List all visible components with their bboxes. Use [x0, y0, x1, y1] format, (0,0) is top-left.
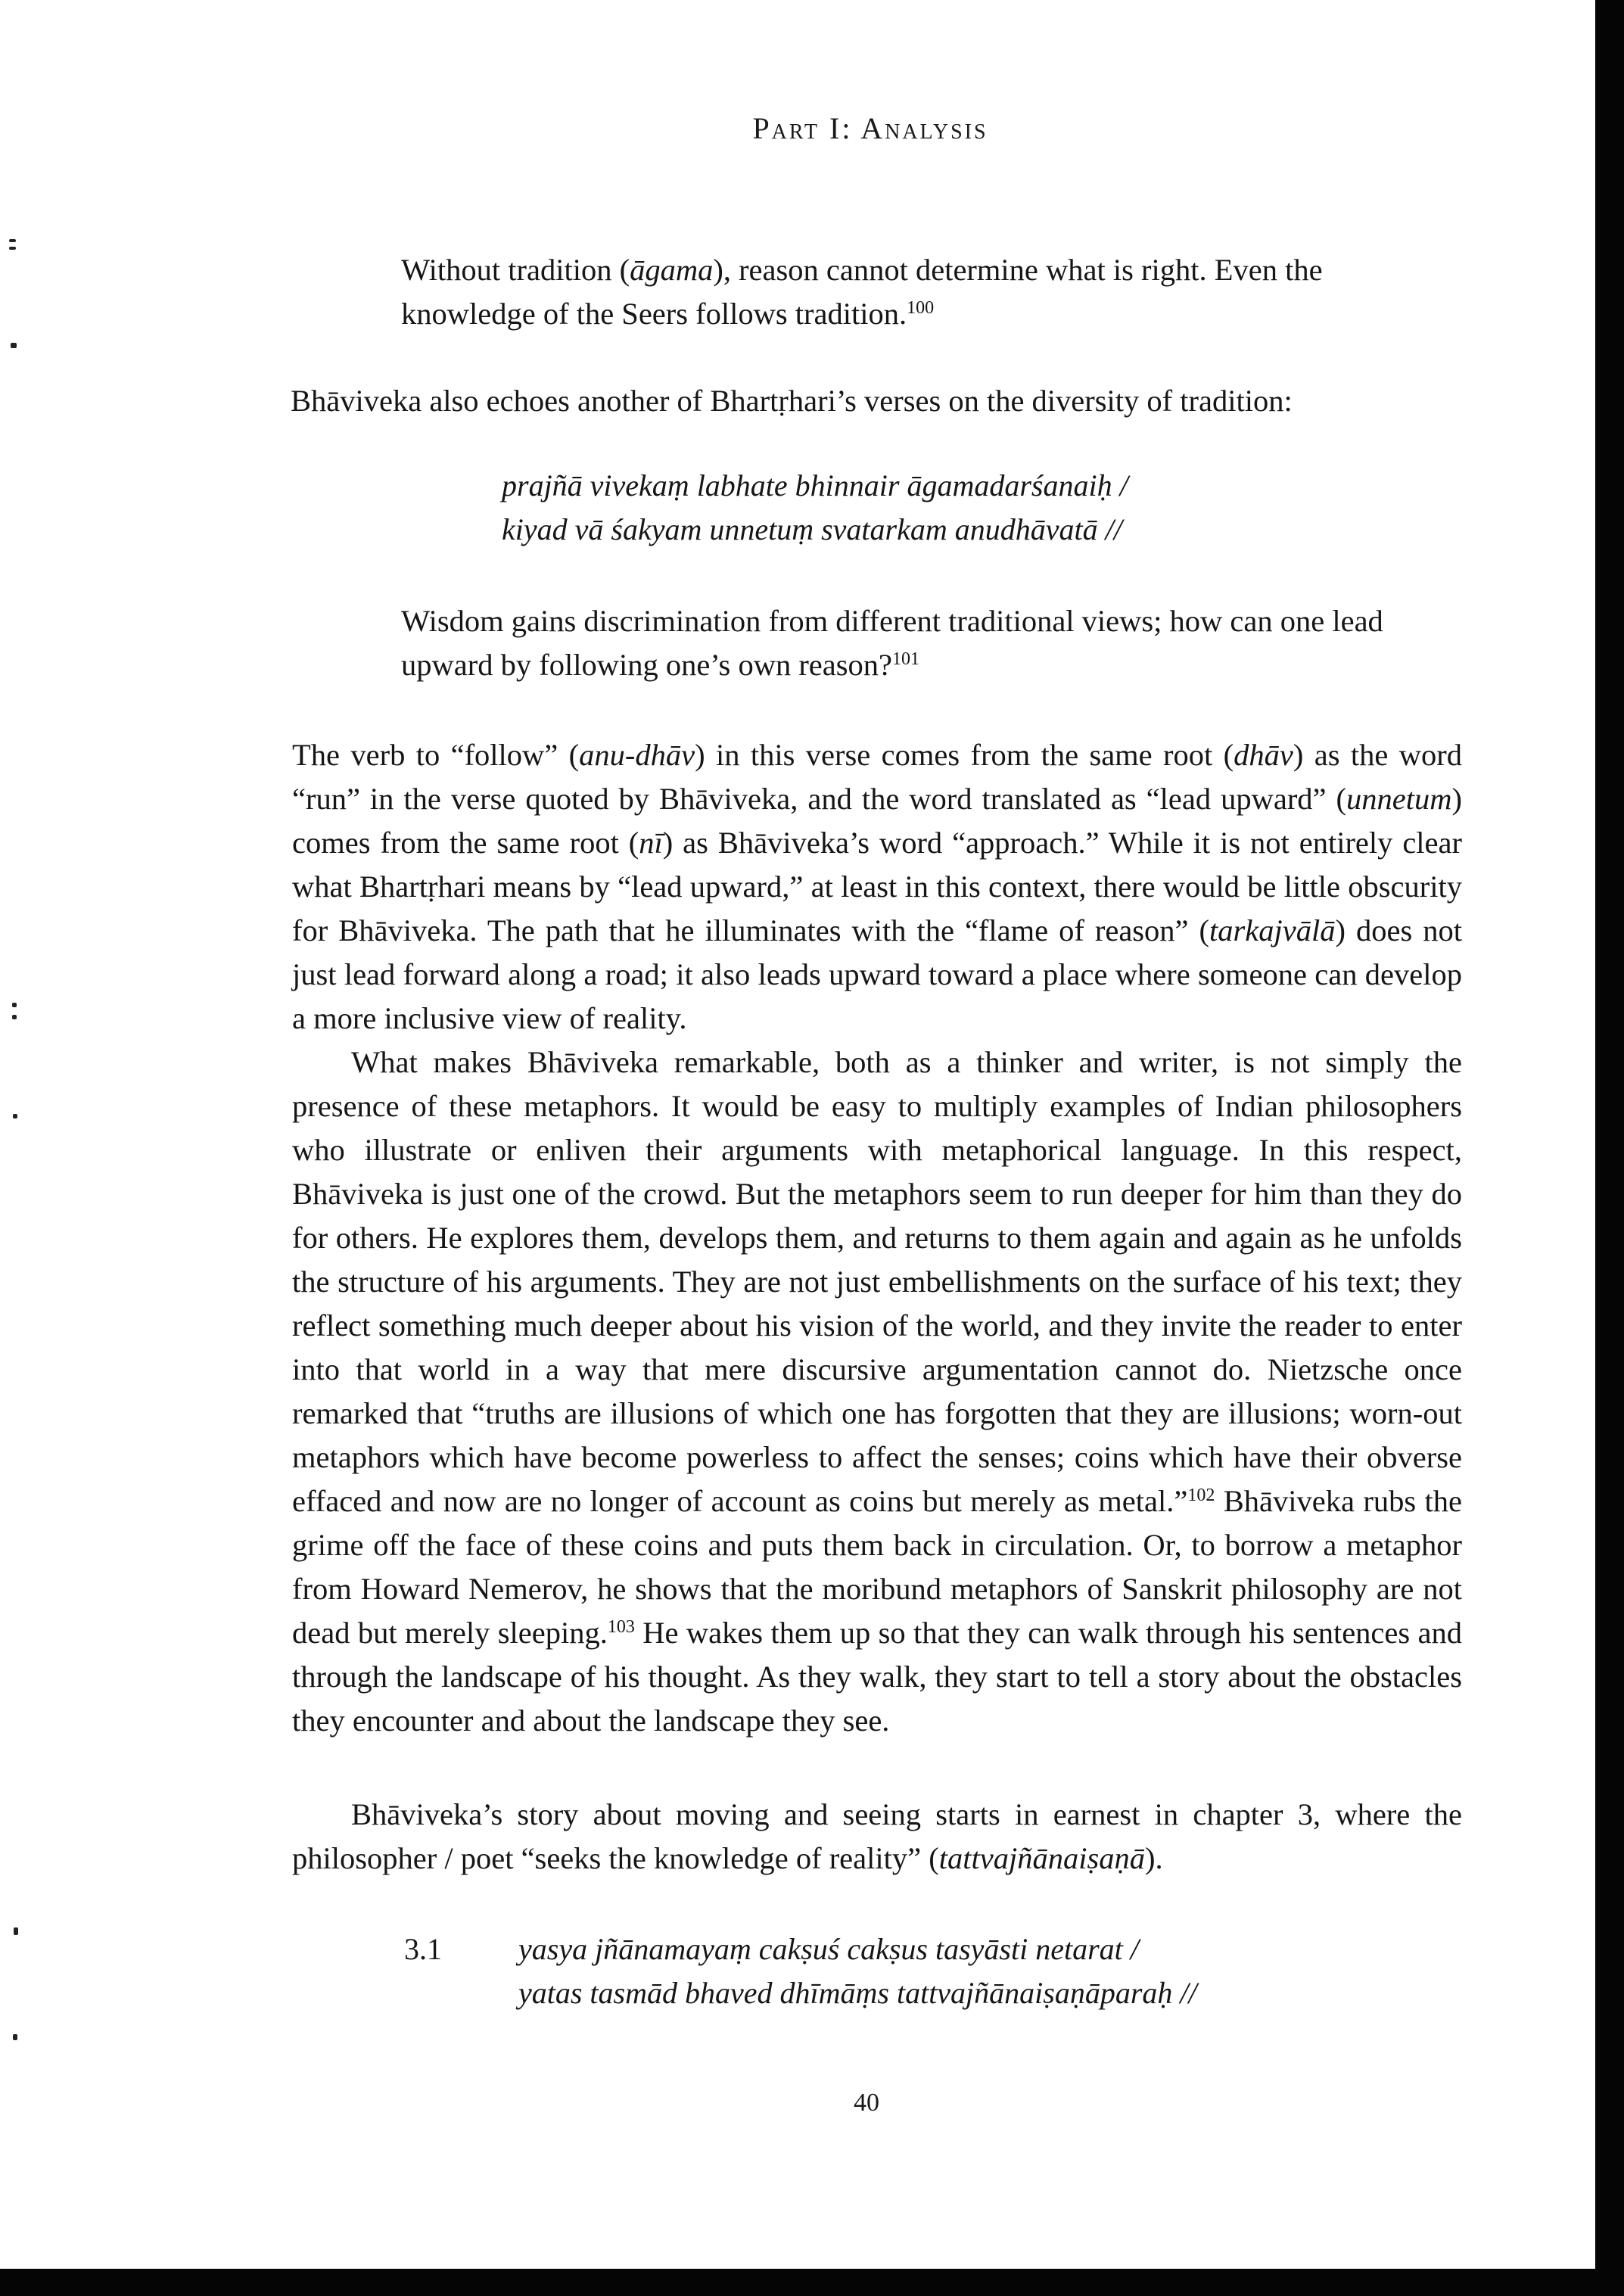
scan-mark	[13, 1114, 17, 1118]
scan-border-bottom	[0, 2269, 1624, 2296]
footnote-ref: 103	[607, 1617, 635, 1637]
quote-text: Wisdom gains discrimination from different traditional views; how can one lead upward by following one’s own reason?	[401, 604, 1383, 682]
verse-line: yasya jñānamayaṃ cakṣuś cakṣus tasyāsti netarat /	[518, 1932, 1139, 1966]
sanskrit-verse	[502, 464, 1410, 552]
scan-border-right	[1595, 0, 1624, 2296]
page-number: 40	[854, 2089, 879, 2117]
quote-term: āgama	[630, 253, 714, 287]
para-text: ) in this verse comes from the same root (	[695, 738, 1234, 772]
scan-mark	[13, 2034, 17, 2040]
para-text: ) comes from the same root (	[292, 782, 1462, 860]
para-text: Bhāviveka’s story about moving and seeing starts in earnest in chapter 3, where the philosopher / poet “seeks the knowledge of reality” (	[292, 1797, 1462, 1875]
verse-line: prajñā vivekaṃ labhate bhinnair āgamadarśanaiḥ /	[502, 468, 1128, 502]
footnote-ref: 100	[907, 298, 935, 318]
verse-line: kiyad vā śakyam unnetuṃ svatarkam anudhāvatā //	[502, 512, 1122, 546]
scan-mark	[9, 247, 16, 250]
para-term: dhāv	[1234, 738, 1293, 772]
scan-mark	[14, 1927, 18, 1935]
para-term: tarkajvālā	[1209, 913, 1336, 947]
quote-text: ), reason cannot determine what is right. Even the knowledge of the Seers follows tradition.	[401, 253, 1323, 331]
running-head: Part I: Analysis	[752, 111, 988, 145]
footnote-ref: 102	[1187, 1486, 1215, 1505]
scan-mark	[11, 343, 17, 348]
footnote-ref: 101	[892, 649, 919, 669]
para-text: He wakes them up so that they can walk through his sentences and through the landscape of his thought. As they walk, they start to tell a story about the obstacles they encounter and about the landscape they see.	[292, 1616, 1462, 1738]
para-text: What makes Bhāviveka remarkable, both as a thinker and writer, is not simply the presence of these metaphors. It would be easy to multiply examples of Indian philosophers who illustrate or enliven their arguments with metaphorical language. In this respect, Bhāviveka is just one of the crowd. But the metaphors seem to run deeper for him than they do for others. He explores them, develops them, and returns to them again and again as he unfolds the structure of his arguments. They are not just embellishments on the surface of his text; they reflect something much deeper about his vision of the world, and they invite the reader to enter into that world in a way that mere discursive argumentation cannot do. Nietzsche once remarked that “truths are illusions of which one has forgotten that they are illusions; worn-out metaphors which have become powerless to affect the senses; coins which have their obverse effaced and now are no longer of account as coins but merely as metal.”	[292, 1045, 1462, 1518]
verse-line: yatas tasmād bhaved dhīmāṃs tattvajñānaiṣaṇāparaḥ //	[518, 1976, 1197, 2010]
paragraph	[292, 1793, 1462, 1881]
para-text: ).	[1144, 1841, 1163, 1875]
para-text: ) does not just lead forward along a road; it also leads upward toward a place where someone can develop a more inclusive view of reality.	[292, 913, 1462, 1035]
quote-text: Without tradition (	[401, 253, 630, 287]
para-text: ) as the word “run” in the verse quoted by Bhāviveka, and the word translated as “lead upward” (	[292, 738, 1462, 816]
scan-mark	[9, 239, 16, 242]
para-text: ) as Bhāviveka’s word “approach.” While it is not entirely clear what Bhartṛhari means by “lead upward,” at least in this context, there would be little obscurity for Bhāviveka. The path that he illuminates with the “flame of reason” (	[292, 826, 1463, 947]
paragraph	[292, 1041, 1462, 1743]
intro-line: Bhāviveka also echoes another of Bhartṛhari’s verses on the diversity of tradition:	[291, 384, 1293, 418]
verse-number: 3.1	[404, 1932, 442, 1966]
para-term: nī	[639, 826, 663, 860]
block-quote-tradition	[401, 248, 1392, 336]
block-quote-wisdom	[401, 599, 1392, 687]
para-text: Bhāviveka rubs the grime off the face of these coins and puts them back in circulation. Or, to borrow a metaphor from Howard Nemerov, he shows that the moribund metaphors of Sanskrit philosophy are not dead but merely sleeping.	[292, 1484, 1462, 1650]
scan-mark	[12, 1015, 17, 1019]
para-term: unnetum	[1346, 782, 1452, 816]
sanskrit-verse	[518, 1927, 1426, 2015]
paragraph	[292, 733, 1462, 1041]
scan-mark	[12, 1003, 17, 1007]
para-term: anu-dhāv	[579, 738, 695, 772]
para-term: tattvajñānaiṣaṇā	[938, 1841, 1145, 1875]
para-text: The verb to “follow” (	[292, 738, 580, 772]
